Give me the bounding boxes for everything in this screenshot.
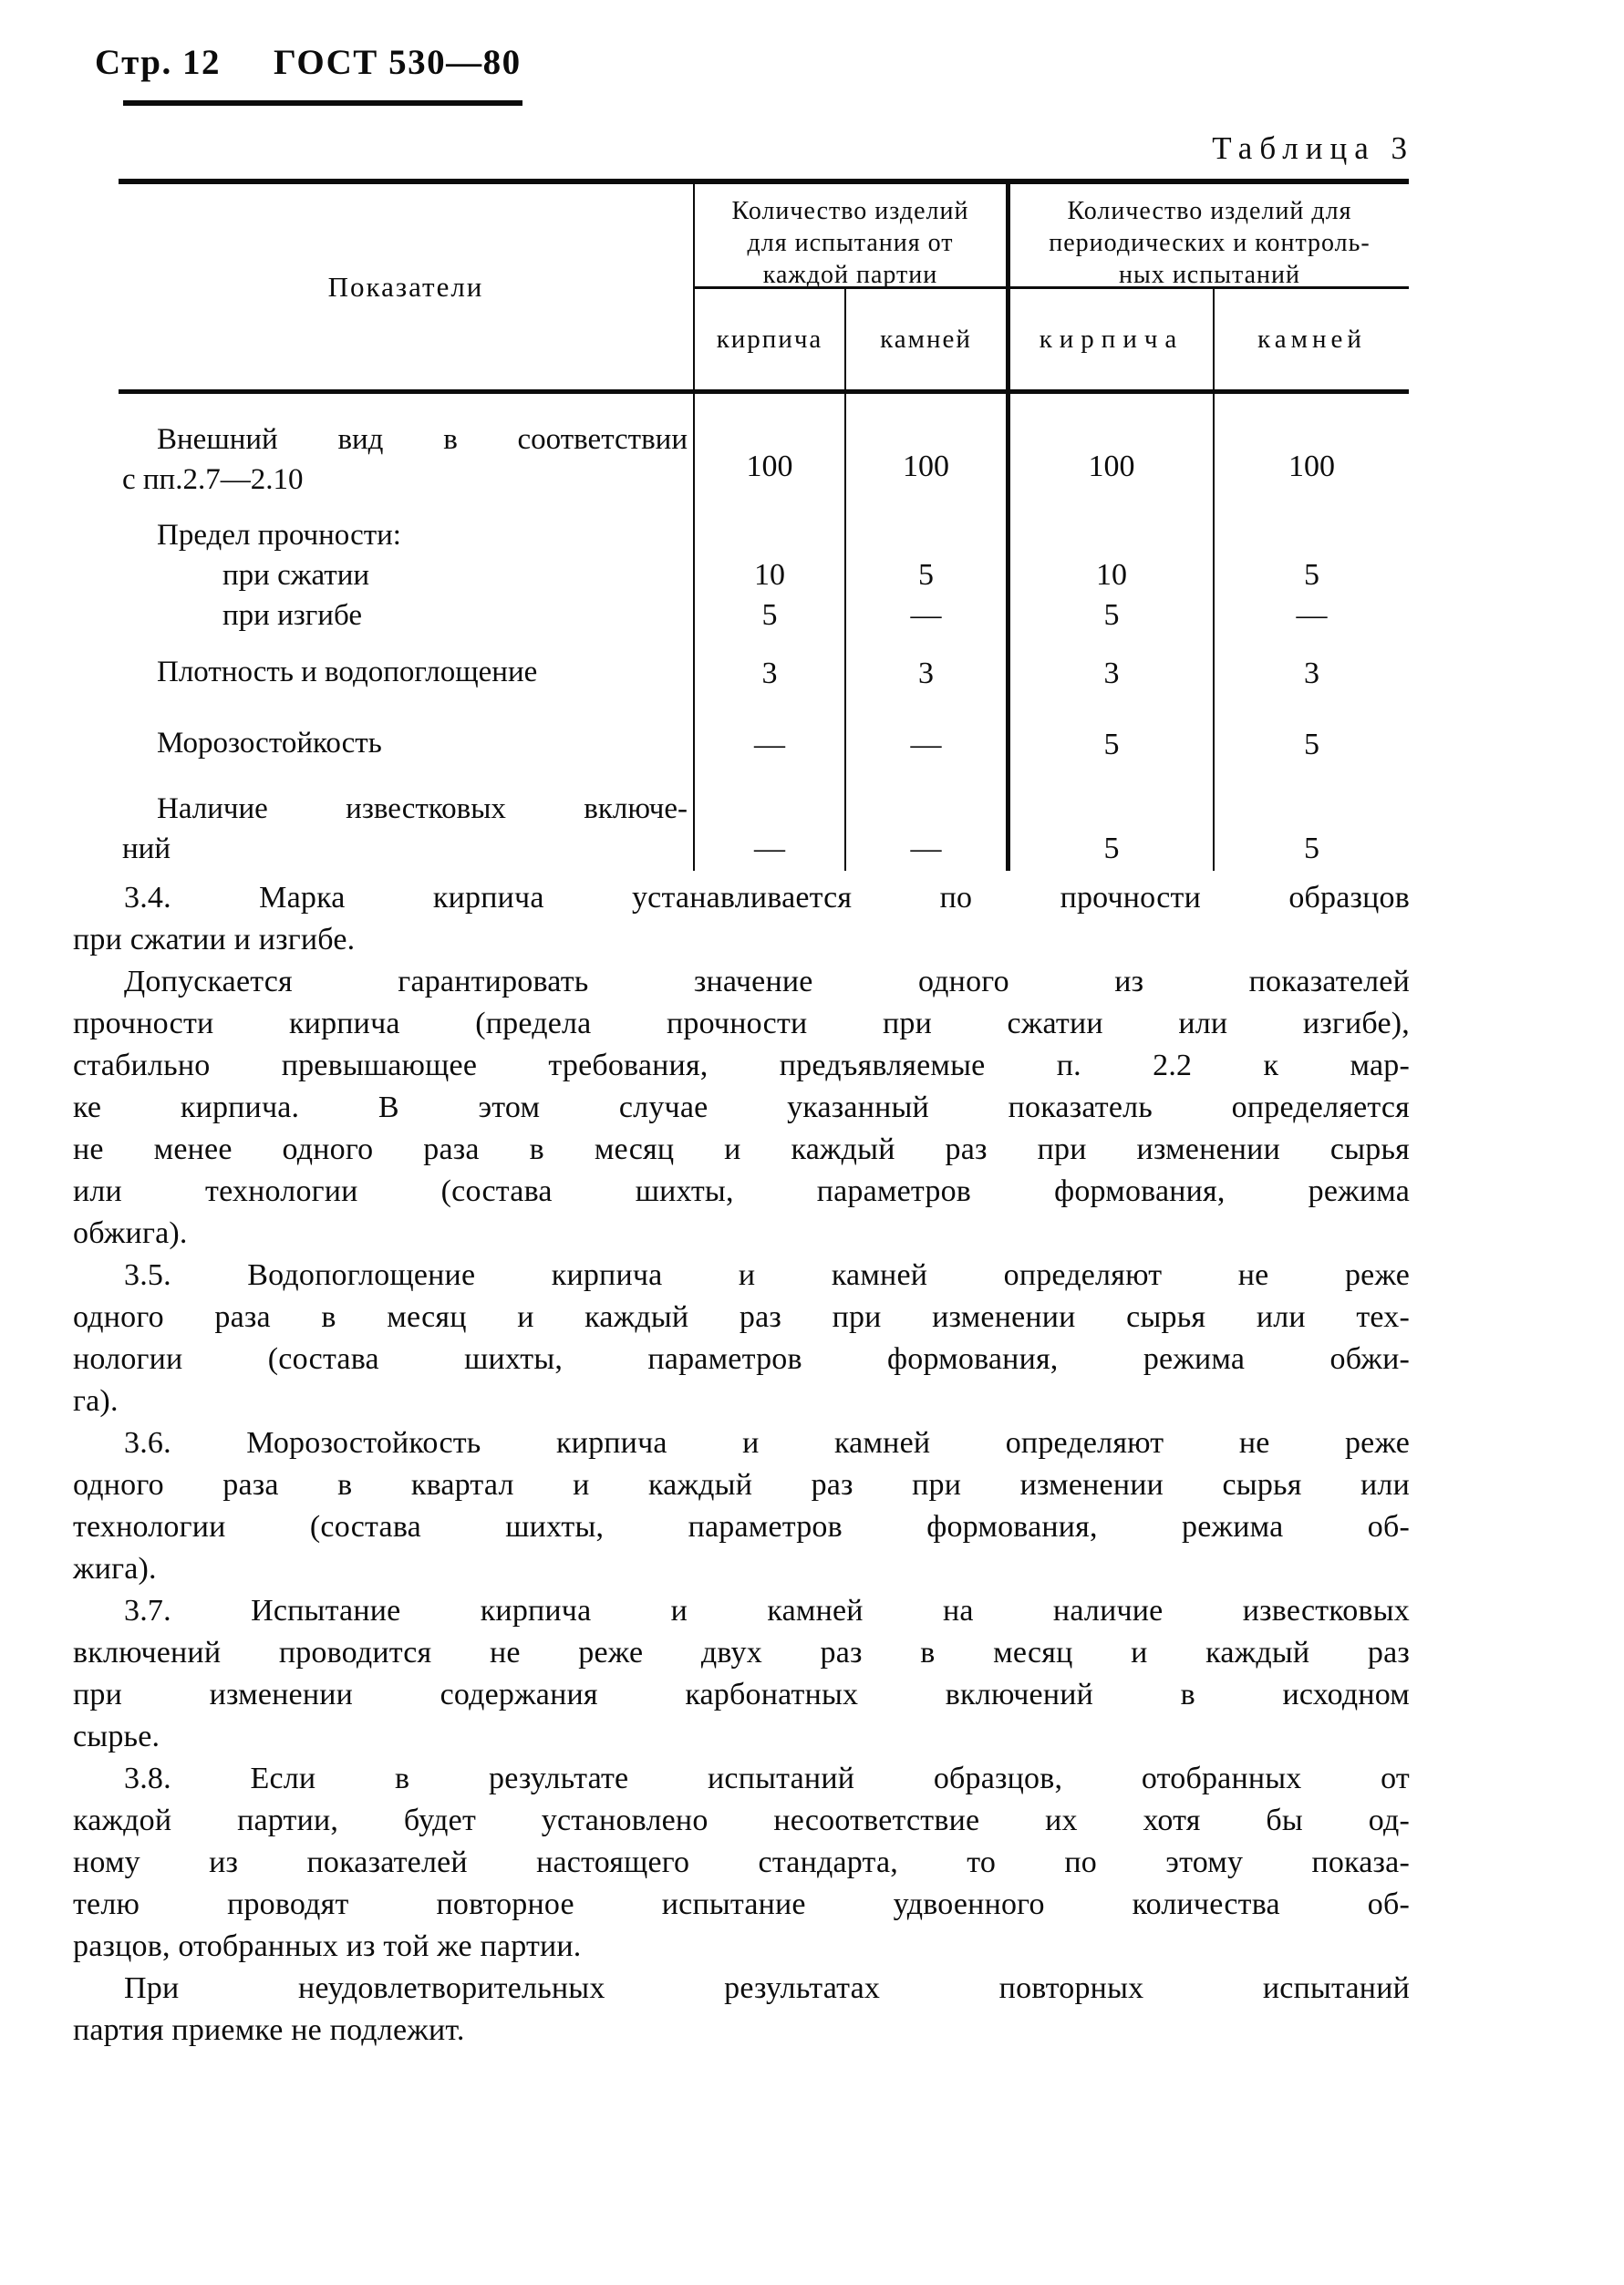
row-label-frost xyxy=(119,716,693,787)
cell-value: — xyxy=(693,787,844,871)
cell-value-line: 10 xyxy=(1096,558,1127,592)
paragraph-line: ке кирпича. В этом случае указанный показатель определяется xyxy=(73,1091,1410,1124)
indicators-column-header: Показатели xyxy=(327,270,484,303)
cell-value-line: 5 xyxy=(761,598,778,632)
row-label-line: Предел прочности: xyxy=(157,519,401,552)
paragraph-line: жига). xyxy=(73,1552,157,1586)
cell-value-line: 5 xyxy=(918,558,934,592)
paragraph-line: включений проводится не реже двух раз в месяц и каждый раз xyxy=(73,1636,1410,1670)
standard-number-label: ГОСТ 530—80 xyxy=(273,43,522,82)
group-header-per-batch xyxy=(693,184,1006,289)
cell-value-line: 5 xyxy=(1304,558,1319,592)
row-label-line: Внешний вид в соответствии xyxy=(157,423,688,456)
cell-value: 3 xyxy=(1213,645,1409,716)
row-label-appearance xyxy=(119,394,693,508)
paragraph-line: 3.8. Если в результате испытаний образцов, отобранных от xyxy=(124,1762,1410,1795)
cell-value: 100 xyxy=(1213,394,1409,508)
group-header-line: ных испытаний xyxy=(1119,261,1300,289)
subheader-brick-periodic: кирпича xyxy=(1006,289,1213,389)
cell-value: 5 xyxy=(1213,787,1409,871)
paragraph-line: стабильно превышающее требования, предъявляемые п. 2.2 к мар- xyxy=(73,1049,1410,1082)
paragraph-line: сырье. xyxy=(73,1720,160,1753)
paragraph-line: при сжатии и изгибе. xyxy=(73,923,356,956)
paragraph-line: ному из показателей настоящего стандарта, то по этому показа- xyxy=(73,1846,1410,1879)
cell-value: 100 xyxy=(844,394,1006,508)
cell-value xyxy=(693,508,844,645)
group-header-line: Количество изделий xyxy=(731,197,969,225)
paragraph-line: каждой партии, будет установлено несоответствие их хотя бы од- xyxy=(73,1804,1410,1837)
paragraph-line: одного раза в месяц и каждый раз при изменении сырья или тех- xyxy=(73,1300,1410,1334)
row-label-line: с пп.2.7—2.10 xyxy=(122,463,304,496)
page-number-label: Стр. 12 xyxy=(95,43,221,82)
subheader-brick-batch: кирпича xyxy=(693,289,844,389)
paragraph-line: прочности кирпича (предела прочности при сжатии или изгибе), xyxy=(73,1007,1410,1040)
cell-value: 5 xyxy=(1006,787,1213,871)
subheader-stone-batch: камней xyxy=(844,289,1006,389)
paragraph-line: нологии (состава шихты, параметров формования, режима обжи- xyxy=(73,1342,1410,1376)
row-label-strength xyxy=(119,508,693,645)
row-label-line: Морозостойкость xyxy=(157,727,382,760)
cell-value: — xyxy=(693,716,844,787)
sampling-table xyxy=(119,179,1409,871)
group-header-line: периодических и контроль- xyxy=(1049,229,1371,257)
cell-value: 100 xyxy=(1006,394,1213,508)
cell-value: 100 xyxy=(693,394,844,508)
table-caption: Таблица 3 xyxy=(1212,130,1414,166)
group-header-line: для испытания от xyxy=(747,229,954,257)
row-label-line: Наличие известковых включе- xyxy=(157,792,688,825)
cell-value-line: 5 xyxy=(1103,598,1120,632)
subheader-stone-periodic: камней xyxy=(1213,289,1409,389)
paragraph-line: 3.6. Морозостойкость кирпича и камней определяют не реже xyxy=(124,1426,1410,1460)
group-header-line: Количество изделий для xyxy=(1067,197,1352,225)
paragraph-line: Допускается гарантировать значение одного из показателей xyxy=(124,965,1410,998)
paragraph-line: 3.4. Марка кирпича устанавливается по прочности образцов xyxy=(124,881,1410,915)
cell-value: 3 xyxy=(1006,645,1213,716)
cell-value-line: — xyxy=(910,598,942,632)
cell-value: 3 xyxy=(844,645,1006,716)
header-underline xyxy=(123,100,522,106)
cell-value: — xyxy=(844,787,1006,871)
cell-value: 5 xyxy=(1006,716,1213,787)
row-label-line: при изгибе xyxy=(222,599,362,632)
cell-value-line: 10 xyxy=(754,558,785,592)
row-label-line: Плотность и водопоглощение xyxy=(157,656,538,688)
paragraph-line: телю проводят повторное испытание удвоенного количества об- xyxy=(73,1887,1410,1921)
cell-value xyxy=(844,508,1006,645)
paragraph-line: партия приемке не подлежит. xyxy=(73,2013,465,2047)
cell-value xyxy=(1006,508,1213,645)
row-label-line: ний xyxy=(122,832,171,865)
cell-value: 3 xyxy=(693,645,844,716)
cell-value: — xyxy=(844,716,1006,787)
paragraph-line: одного раза в квартал и каждый раз при изменении сырья или xyxy=(73,1468,1410,1502)
row-label-line: при сжатии xyxy=(222,559,370,592)
paragraph-line: при изменении содержания карбонатных включений в исходном xyxy=(73,1678,1410,1711)
paragraph-line: 3.7. Испытание кирпича и камней на наличие известковых xyxy=(124,1594,1410,1628)
group-header-line: каждой партии xyxy=(762,261,938,289)
paragraph-line: или технологии (состава шихты, параметров формования, режима xyxy=(73,1174,1410,1208)
group-header-periodic xyxy=(1006,184,1409,289)
paragraph-line: технологии (состава шихты, параметров формования, режима об- xyxy=(73,1510,1410,1544)
paragraph-line: обжига). xyxy=(73,1216,188,1250)
paragraph-line: При неудовлетворительных результатах повторных испытаний xyxy=(124,1971,1410,2005)
table-body xyxy=(119,394,1409,871)
row-label-lime-inclusions xyxy=(119,787,693,871)
body-text xyxy=(73,877,1410,2052)
cell-value: 5 xyxy=(1213,716,1409,787)
table-header xyxy=(119,179,1409,394)
paragraph-line: не менее одного раза в месяц и каждый раз при изменении сырья xyxy=(73,1132,1410,1166)
paragraph-line: разцов, отобранных из той же партии. xyxy=(73,1929,582,1963)
page-running-header xyxy=(95,42,522,83)
paragraph-line: га). xyxy=(73,1384,119,1418)
cell-value xyxy=(1213,508,1409,645)
row-label-density xyxy=(119,645,693,716)
cell-value-line: — xyxy=(1296,598,1328,632)
paragraph-line: 3.5. Водопоглощение кирпича и камней определяют не реже xyxy=(124,1258,1410,1292)
